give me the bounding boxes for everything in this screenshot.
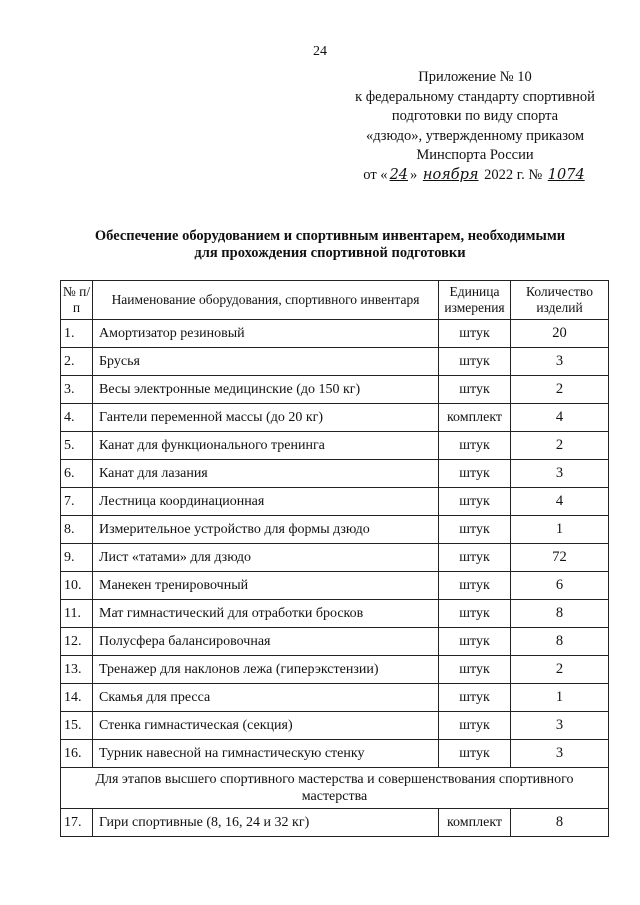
appendix-title: Приложение № 10 — [418, 69, 532, 85]
table-row — [61, 404, 609, 432]
cell-qty: 3 — [511, 740, 609, 768]
cell-unit: штук — [439, 516, 511, 544]
cell-qty: 3 — [511, 460, 609, 488]
order-date-line — [340, 166, 610, 186]
equipment-table — [60, 280, 609, 837]
cell-unit: штук — [439, 488, 511, 516]
table-row — [61, 684, 609, 712]
table-row — [61, 348, 609, 376]
table-row — [61, 600, 609, 628]
cell-qty: 3 — [511, 712, 609, 740]
cell-name: Брусья — [93, 348, 439, 376]
cell-qty: 3 — [511, 348, 609, 376]
cell-qty: 1 — [511, 684, 609, 712]
cell-num: 5. — [61, 432, 93, 460]
cell-name: Тренажер для наклонов лежа (гиперэкстензии) — [93, 656, 439, 684]
cell-num: 7. — [61, 488, 93, 516]
cell-name: Гири спортивные (8, 16, 24 и 32 кг) — [93, 809, 439, 837]
cell-qty: 2 — [511, 656, 609, 684]
cell-name: Скамья для пресса — [93, 684, 439, 712]
cell-name: Турник навесной на гимнастическую стенку — [93, 740, 439, 768]
cell-name: Канат для функционального тренинга — [93, 432, 439, 460]
header-name: Наименование оборудования, спортивного инвентаря — [93, 281, 439, 320]
cell-name: Мат гимнастический для отработки бросков — [93, 600, 439, 628]
cell-unit: штук — [439, 348, 511, 376]
appendix-line-5: Минспорта России — [416, 147, 534, 163]
year-and-number-label: 2022 г. № — [484, 166, 543, 183]
cell-name: Гантели переменной массы (до 20 кг) — [93, 404, 439, 432]
appendix-line-2: к федеральному стандарту спортивной — [355, 88, 595, 105]
appendix-line-4: «дзюдо», утвержденному приказом — [366, 127, 584, 144]
header-num: № п/п — [61, 281, 93, 320]
table-row — [61, 488, 609, 516]
title-line-1: Обеспечение оборудованием и спортивным инвентарем, необходимыми — [94, 228, 566, 244]
cell-qty: 2 — [511, 376, 609, 404]
cell-num: 4. — [61, 404, 93, 432]
cell-unit: штук — [439, 572, 511, 600]
cell-name: Стенка гимнастическая (секция) — [93, 712, 439, 740]
section-label: Для этапов высшего спортивного мастерства и совершенствования спортивного мастерства — [61, 768, 609, 809]
cell-num: 3. — [61, 376, 93, 404]
table-row — [61, 656, 609, 684]
cell-name: Амортизатор резиновый — [93, 320, 439, 348]
cell-qty: 20 — [511, 320, 609, 348]
header-unit: Единица измерения — [439, 281, 511, 320]
table-row — [61, 712, 609, 740]
cell-qty: 4 — [511, 404, 609, 432]
date-mid: » — [410, 166, 418, 183]
cell-qty: 8 — [511, 809, 609, 837]
cell-qty: 72 — [511, 544, 609, 572]
cell-name: Полусфера балансировочная — [93, 628, 439, 656]
cell-unit: штук — [439, 684, 511, 712]
table-row — [61, 432, 609, 460]
cell-unit: штук — [439, 628, 511, 656]
cell-name: Канат для лазания — [93, 460, 439, 488]
handwritten-order-number: 1074 — [547, 166, 585, 183]
cell-num: 13. — [61, 656, 93, 684]
cell-name: Лестница координационная — [93, 488, 439, 516]
cell-qty: 1 — [511, 516, 609, 544]
cell-qty: 8 — [511, 628, 609, 656]
cell-num: 6. — [61, 460, 93, 488]
page-number: 24 — [313, 44, 327, 59]
cell-unit: штук — [439, 460, 511, 488]
cell-unit: штук — [439, 740, 511, 768]
cell-unit: штук — [439, 656, 511, 684]
table-row — [61, 544, 609, 572]
cell-name: Лист «татами» для дзюдо — [93, 544, 439, 572]
appendix-header — [340, 68, 610, 185]
cell-num: 11. — [61, 600, 93, 628]
cell-unit: штук — [439, 432, 511, 460]
cell-name: Измерительное устройство для формы дзюдо — [93, 516, 439, 544]
cell-unit: штук — [439, 376, 511, 404]
cell-qty: 8 — [511, 600, 609, 628]
table-row — [61, 460, 609, 488]
cell-num: 17. — [61, 809, 93, 837]
document-title — [40, 228, 620, 262]
cell-unit: комплект — [439, 404, 511, 432]
cell-unit: штук — [439, 544, 511, 572]
header-qty: Количество изделий — [511, 281, 609, 320]
table-row — [61, 516, 609, 544]
table-row — [61, 740, 609, 768]
cell-num: 10. — [61, 572, 93, 600]
cell-num: 16. — [61, 740, 93, 768]
cell-unit: комплект — [439, 809, 511, 837]
cell-name: Манекен тренировочный — [93, 572, 439, 600]
cell-unit: штук — [439, 600, 511, 628]
cell-qty: 2 — [511, 432, 609, 460]
cell-qty: 6 — [511, 572, 609, 600]
date-prefix: от « — [363, 166, 388, 183]
cell-unit: штук — [439, 320, 511, 348]
handwritten-day: 24 — [389, 166, 409, 183]
cell-num: 1. — [61, 320, 93, 348]
cell-num: 8. — [61, 516, 93, 544]
table-row — [61, 376, 609, 404]
table-row — [61, 572, 609, 600]
cell-num: 15. — [61, 712, 93, 740]
handwritten-month: ноября — [422, 166, 479, 183]
cell-num: 14. — [61, 684, 93, 712]
cell-num: 12. — [61, 628, 93, 656]
table-header-row — [61, 281, 609, 320]
cell-unit: штук — [439, 712, 511, 740]
cell-num: 9. — [61, 544, 93, 572]
appendix-line-3: подготовки по виду спорта — [391, 108, 559, 124]
cell-name: Весы электронные медицинские (до 150 кг) — [93, 376, 439, 404]
table-row — [61, 628, 609, 656]
section-row — [61, 768, 609, 809]
table-row — [61, 320, 609, 348]
cell-num: 2. — [61, 348, 93, 376]
title-line-2: для прохождения спортивной подготовки — [194, 245, 466, 261]
cell-qty: 4 — [511, 488, 609, 516]
table-row — [61, 809, 609, 837]
